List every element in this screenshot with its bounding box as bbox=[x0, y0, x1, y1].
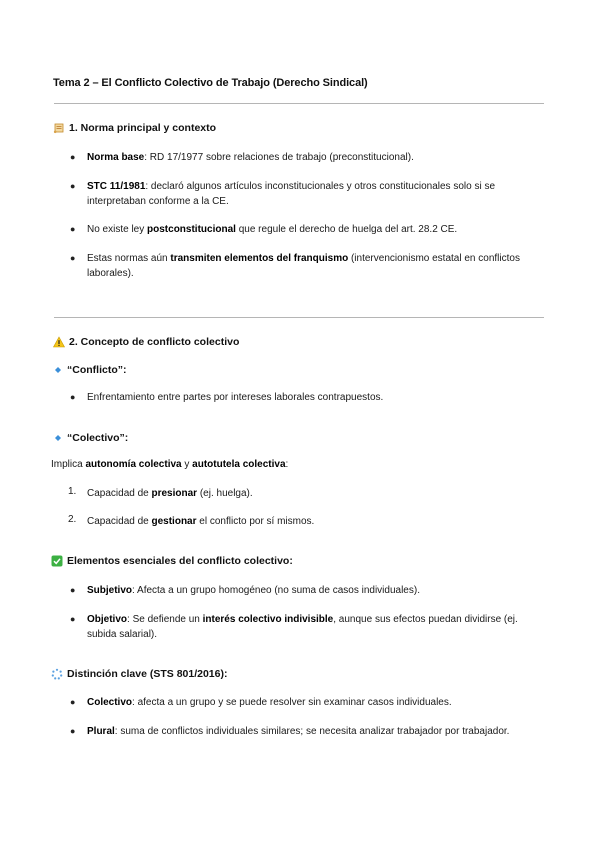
subheading-colectivo bbox=[53, 432, 128, 444]
diamond-icon bbox=[53, 365, 63, 375]
section-2-title: 2. Concepto de conflicto colectivo bbox=[69, 336, 240, 348]
list-item: Colectivo: afecta a un grupo y se puede resolver sin examinar casos individuales. bbox=[87, 697, 452, 708]
list-item: Objetivo: Se defiende un interés colectivo indivisible, aunque sus efectos puedan dividirse (ej. subida salarial). bbox=[87, 614, 518, 640]
section-2-heading bbox=[53, 336, 239, 348]
list-item: No existe ley postconstitucional que regule el derecho de huelga del art. 28.2 CE. bbox=[87, 224, 458, 235]
subheading-conflicto bbox=[53, 364, 127, 376]
document-title: Tema 2 – El Conflicto Colectivo de Trabajo (Derecho Sindical) bbox=[53, 77, 368, 89]
distincion-heading bbox=[51, 668, 227, 680]
bullet: ● bbox=[70, 585, 76, 595]
distincion-title: Distinción clave (STS 801/2016): bbox=[67, 668, 228, 680]
section-1-heading bbox=[53, 122, 216, 134]
elementos-title: Elementos esenciales del conflicto colectivo: bbox=[67, 555, 293, 567]
bullet: ● bbox=[70, 224, 76, 234]
bullet: ● bbox=[70, 614, 76, 624]
list-item: STC 11/1981: declaró algunos artículos inconstitucionales y otros constitucionales solo si se interpretaban conforme a la CE. bbox=[87, 181, 496, 207]
bullet: ● bbox=[70, 697, 76, 707]
list-number: 1. bbox=[68, 486, 77, 497]
warning-icon bbox=[53, 336, 65, 348]
bullet: ● bbox=[70, 181, 76, 191]
check-icon bbox=[51, 555, 63, 567]
section-1-title: 1. Norma principal y contexto bbox=[69, 122, 217, 134]
conflicto-label: “Conflicto”: bbox=[67, 364, 127, 376]
list-number: 2. bbox=[68, 514, 77, 525]
list-item: Enfrentamiento entre partes por intereses laborales contrapuestos. bbox=[87, 392, 384, 403]
divider bbox=[54, 317, 544, 318]
divider bbox=[54, 103, 544, 104]
scroll-icon bbox=[53, 122, 65, 134]
list-item: Subjetivo: Afecta a un grupo homogéneo (no suma de casos individuales). bbox=[87, 585, 420, 596]
implica-paragraph: Implica autonomía colectiva y autotutela colectiva: bbox=[51, 459, 289, 470]
bullet: ● bbox=[70, 392, 76, 402]
loading-icon bbox=[51, 668, 63, 680]
numbered-item: Capacidad de presionar (ej. huelga). bbox=[87, 488, 253, 499]
elementos-heading bbox=[51, 555, 293, 567]
list-item: Plural: suma de conflictos individuales similares; se necesita analizar trabajador por trabajador. bbox=[87, 726, 510, 737]
numbered-item: Capacidad de gestionar el conflicto por sí mismos. bbox=[87, 516, 315, 527]
diamond-icon bbox=[53, 433, 63, 443]
bullet: ● bbox=[70, 726, 76, 736]
colectivo-label: “Colectivo”: bbox=[67, 432, 129, 444]
list-item: Norma base: RD 17/1977 sobre relaciones de trabajo (preconstitucional). bbox=[87, 152, 414, 163]
list-item: Estas normas aún transmiten elementos del franquismo (intervencionismo estatal en conflictos laborales). bbox=[87, 253, 520, 279]
bullet: ● bbox=[70, 152, 76, 162]
bullet: ● bbox=[70, 253, 76, 263]
